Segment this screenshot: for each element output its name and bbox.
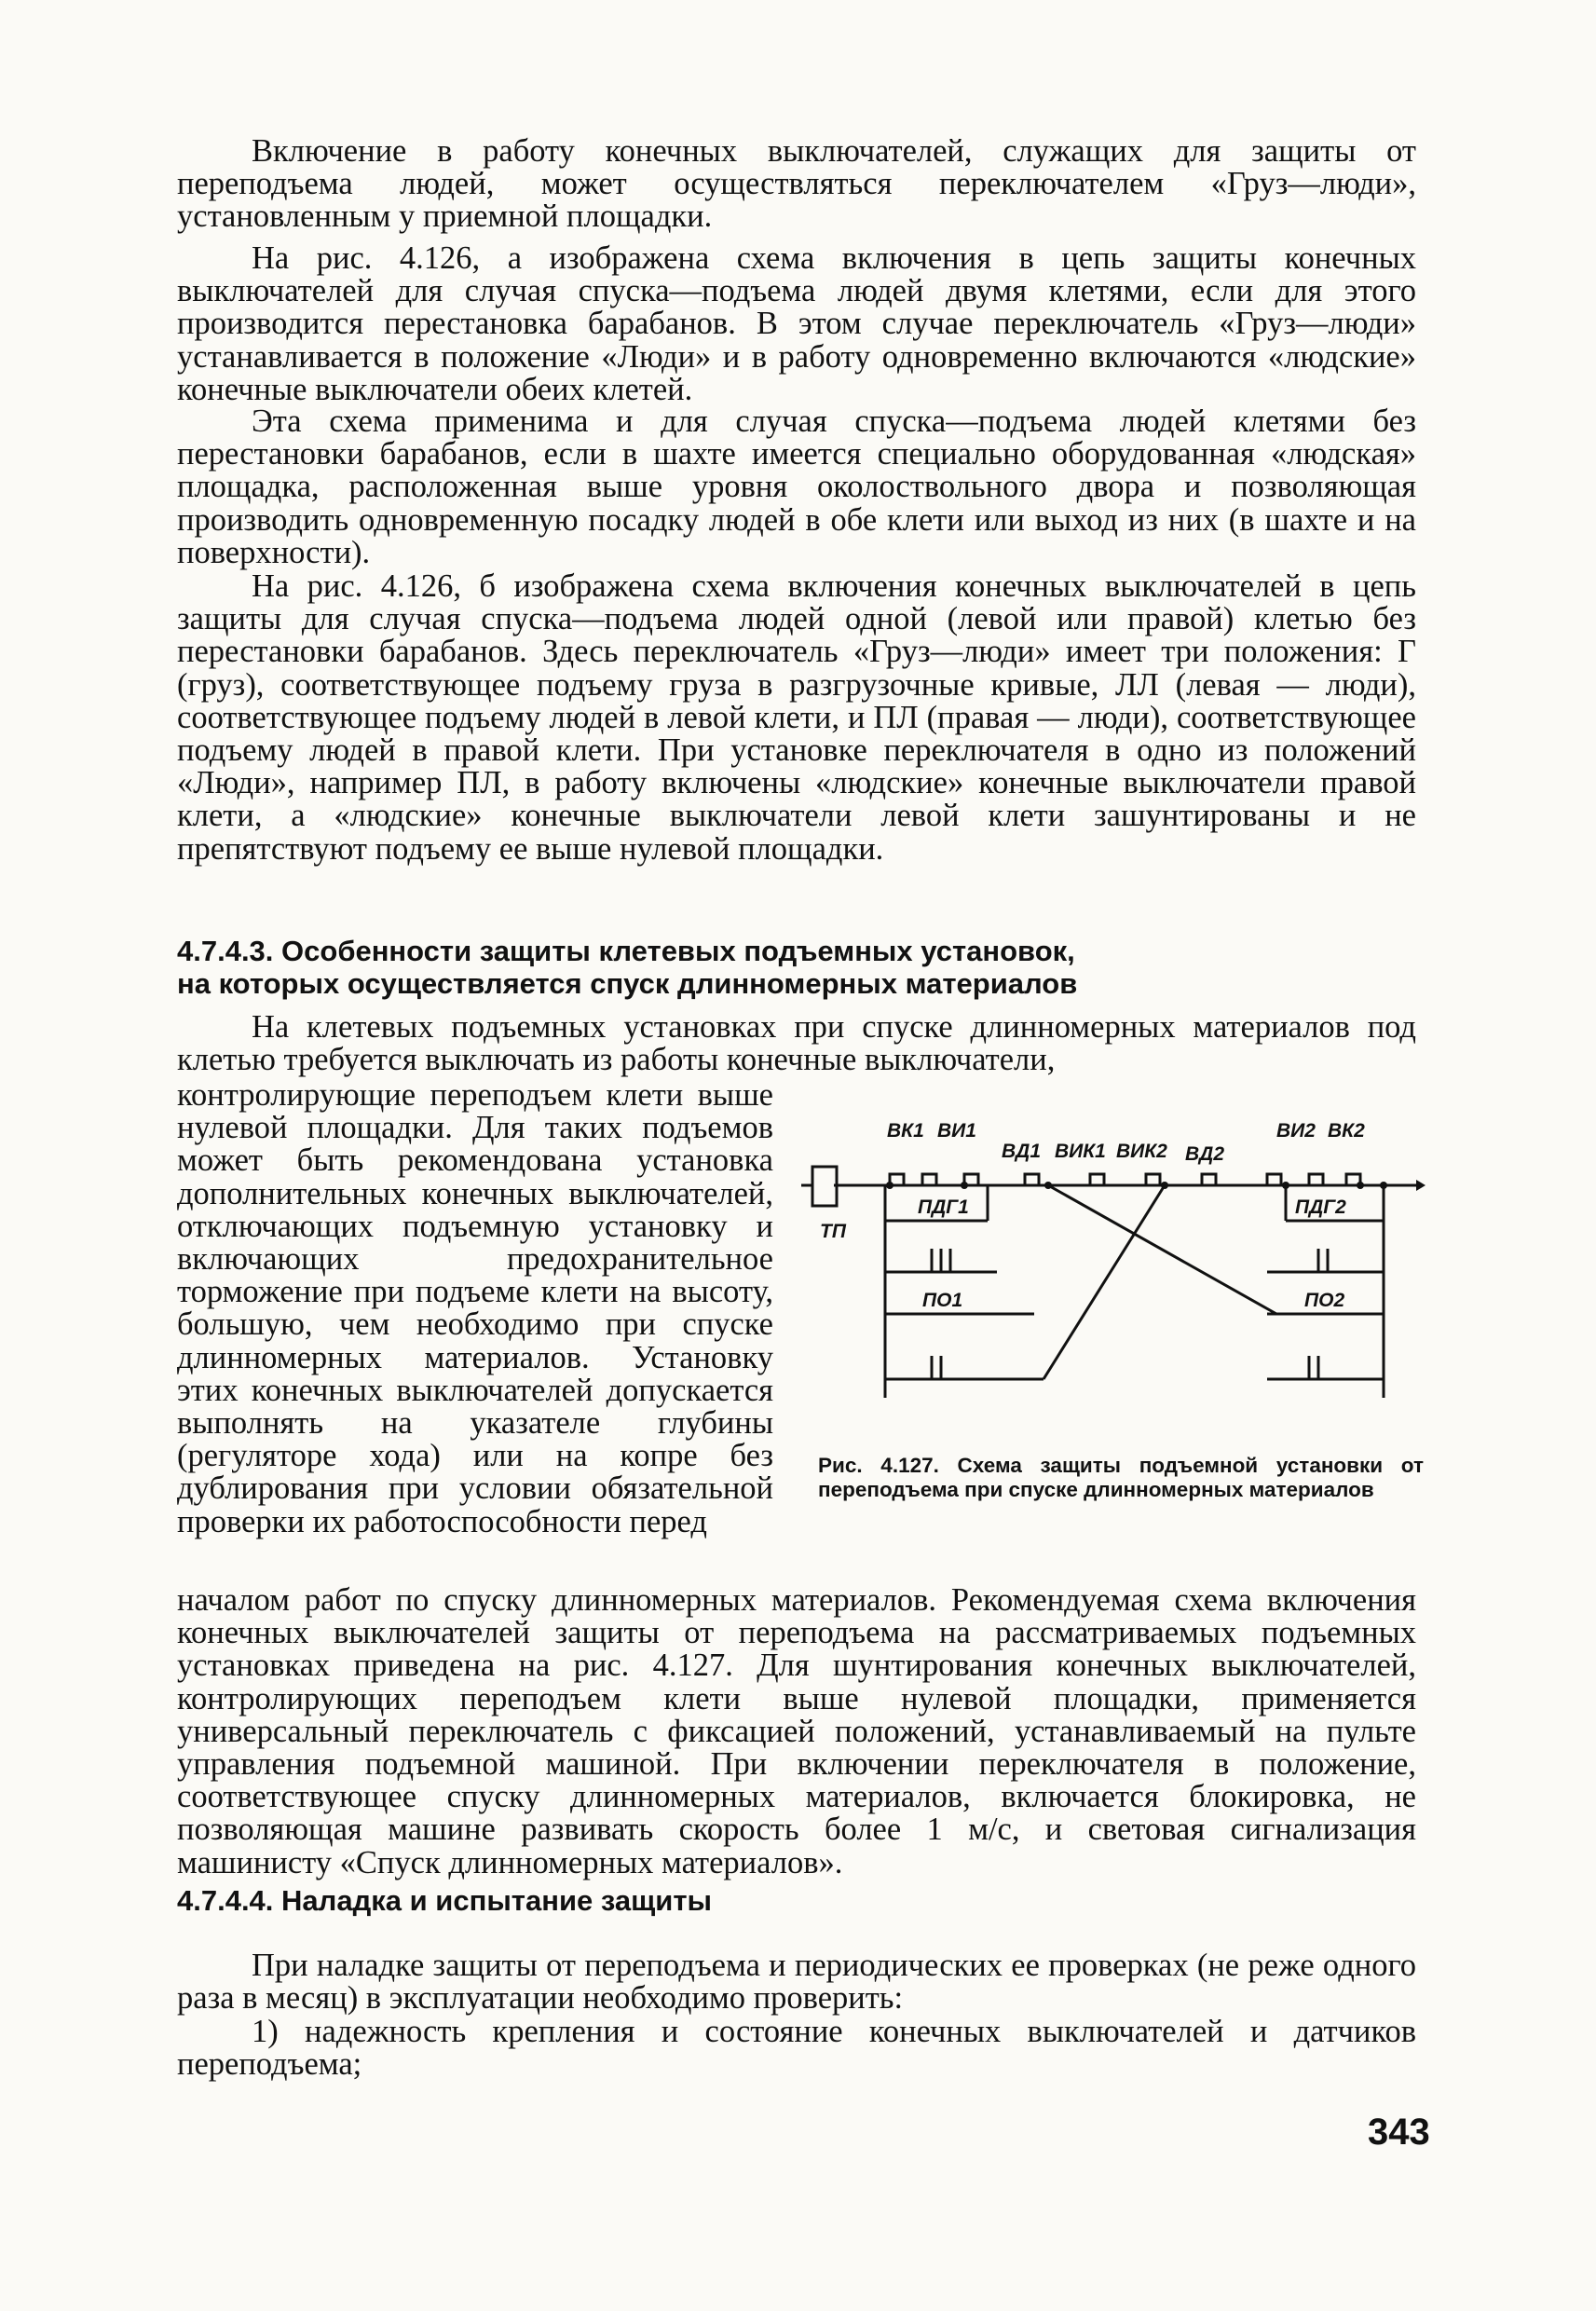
figure-caption: Рис. 4.127. Схема защиты подъемной установки от переподъема при спуске длинномерных материалов — [818, 1454, 1424, 1501]
label-vi2: ВИ2 — [1276, 1120, 1316, 1142]
paragraph-5-wrap: контролирующие переподъем клети выше нулевой площадки. Для таких подъемов может быть рекомендована установка дополнительных конечных выключателей, отключающих подъемную установку и включающих предохранительное торможение при подъеме клети на высоту, большую, чем необходимо при спуске длинномерных материалов. Установку этих конечных выключателей допускается выполнять на указателе глубины (регуляторе хода) или на копре без дублирования при условии обязательной проверки их работоспособности перед — [177, 1077, 773, 1539]
label-vik2: ВИК2 — [1116, 1141, 1167, 1162]
page-number: 343 — [1368, 2112, 1430, 2153]
label-vd2: ВД2 — [1185, 1143, 1225, 1165]
paragraph-1: Включение в работу конечных выключателей, служащих для защиты от переподъема людей, может осуществляться переключателем «Груз—люди», установленным у приемной площадки. — [177, 133, 1416, 235]
paragraph-5-rest: началом работ по спуску длинномерных материалов. Рекомендуемая схема включения конечных выключателей защиты от переподъема на рассматриваемых подъемных установках приведена на рис. 4.127. Для шунтирования конечных выключателей, контролирующих переподъем клети выше нулевой площадки, применяется универсальный переключатель с фиксацией положений, устанавливаемый на пульте управления подъемной машиной. При включении переключателя в положение, соответствующее спуску длинномерных материалов, включается блокировка, не позволяющая машине развивать скорость более 1 м/с, и световая сигнализация машинисту «Спуск длинномерных материалов». — [177, 1582, 1416, 1880]
section-heading-4-7-4-3 — [177, 935, 1425, 1000]
paragraph-3: Эта схема применима и для случая спуска—подъема людей клетями без перестановки барабанов, если в шахте имеется специально оборудованная «людская» площадка, расположенная выше уровня околоствольного двора и позволяющая производить одновременную посадку людей в обе клети или выход из них (в шахте и на поверхности). — [177, 403, 1416, 570]
label-vi1: ВИ1 — [937, 1120, 976, 1142]
label-tp: ТП — [820, 1221, 846, 1242]
section-heading-line: 4.7.4.3. Особенности защиты клетевых подъемных установок, — [177, 935, 1075, 967]
label-po2: ПО2 — [1304, 1290, 1345, 1311]
label-vk2: ВК2 — [1328, 1120, 1365, 1142]
paragraph-6: При наладке защиты от переподъема и периодических ее проверках (не реже одного раза в месяц) в эксплуатации необходимо проверить: — [177, 1948, 1416, 2017]
paragraph-5-full: На клетевых подъемных установках при спуске длинномерных материалов под клетью требуется выключать из работы конечные выключатели, — [177, 1009, 1416, 1078]
label-vk1: ВК1 — [887, 1120, 924, 1142]
figure-4-127-circuit — [801, 1109, 1425, 1416]
paragraph-2: На рис. 4.126, а изображена схема включения в цепь защиты конечных выключателей для случая спуска—подъема людей двумя клетями, если для этого производится перестановка барабанов. В этом случае переключатель «Груз—люди» устанавливается в положение «Люди» и в работу одновременно включаются «людские» конечные выключатели обеих клетей. — [177, 240, 1416, 407]
section-heading-line: на которых осуществляется спуск длинномерных материалов — [177, 967, 1078, 1000]
label-pdg2: ПДГ2 — [1295, 1197, 1346, 1218]
label-vik1: ВИК1 — [1055, 1141, 1106, 1162]
paragraph-7: 1) надежность крепления и состояние конечных выключателей и датчиков переподъема; — [177, 2014, 1416, 2083]
label-pdg1: ПДГ1 — [918, 1197, 969, 1218]
label-po1: ПО1 — [922, 1290, 963, 1311]
label-vd1: ВД1 — [1002, 1141, 1042, 1162]
paragraph-4: На рис. 4.126, б изображена схема включения конечных выключателей в цепь защиты для случая спуска—подъема людей одной (левой или правой) клетью без перестановки барабанов. Здесь переключатель «Груз—люди» имеет три положения: Г (груз), соответствующее подъему груза в разгрузочные кривые, ЛЛ (левая — люди), соответствующее подъему людей в левой клети, и ПЛ (правая — люди), соответствующее подъему людей в правой клети. При установке переключателя в одно из положений «Люди», например ПЛ, в работу включены «людские» конечные выключатели правой клети, а «людские» конечные выключатели левой клети зашунтированы и не препятствуют подъему ее выше нулевой площадки. — [177, 568, 1416, 867]
section-heading-4-7-4-4: 4.7.4.4. Наладка и испытание защиты — [177, 1884, 712, 1917]
